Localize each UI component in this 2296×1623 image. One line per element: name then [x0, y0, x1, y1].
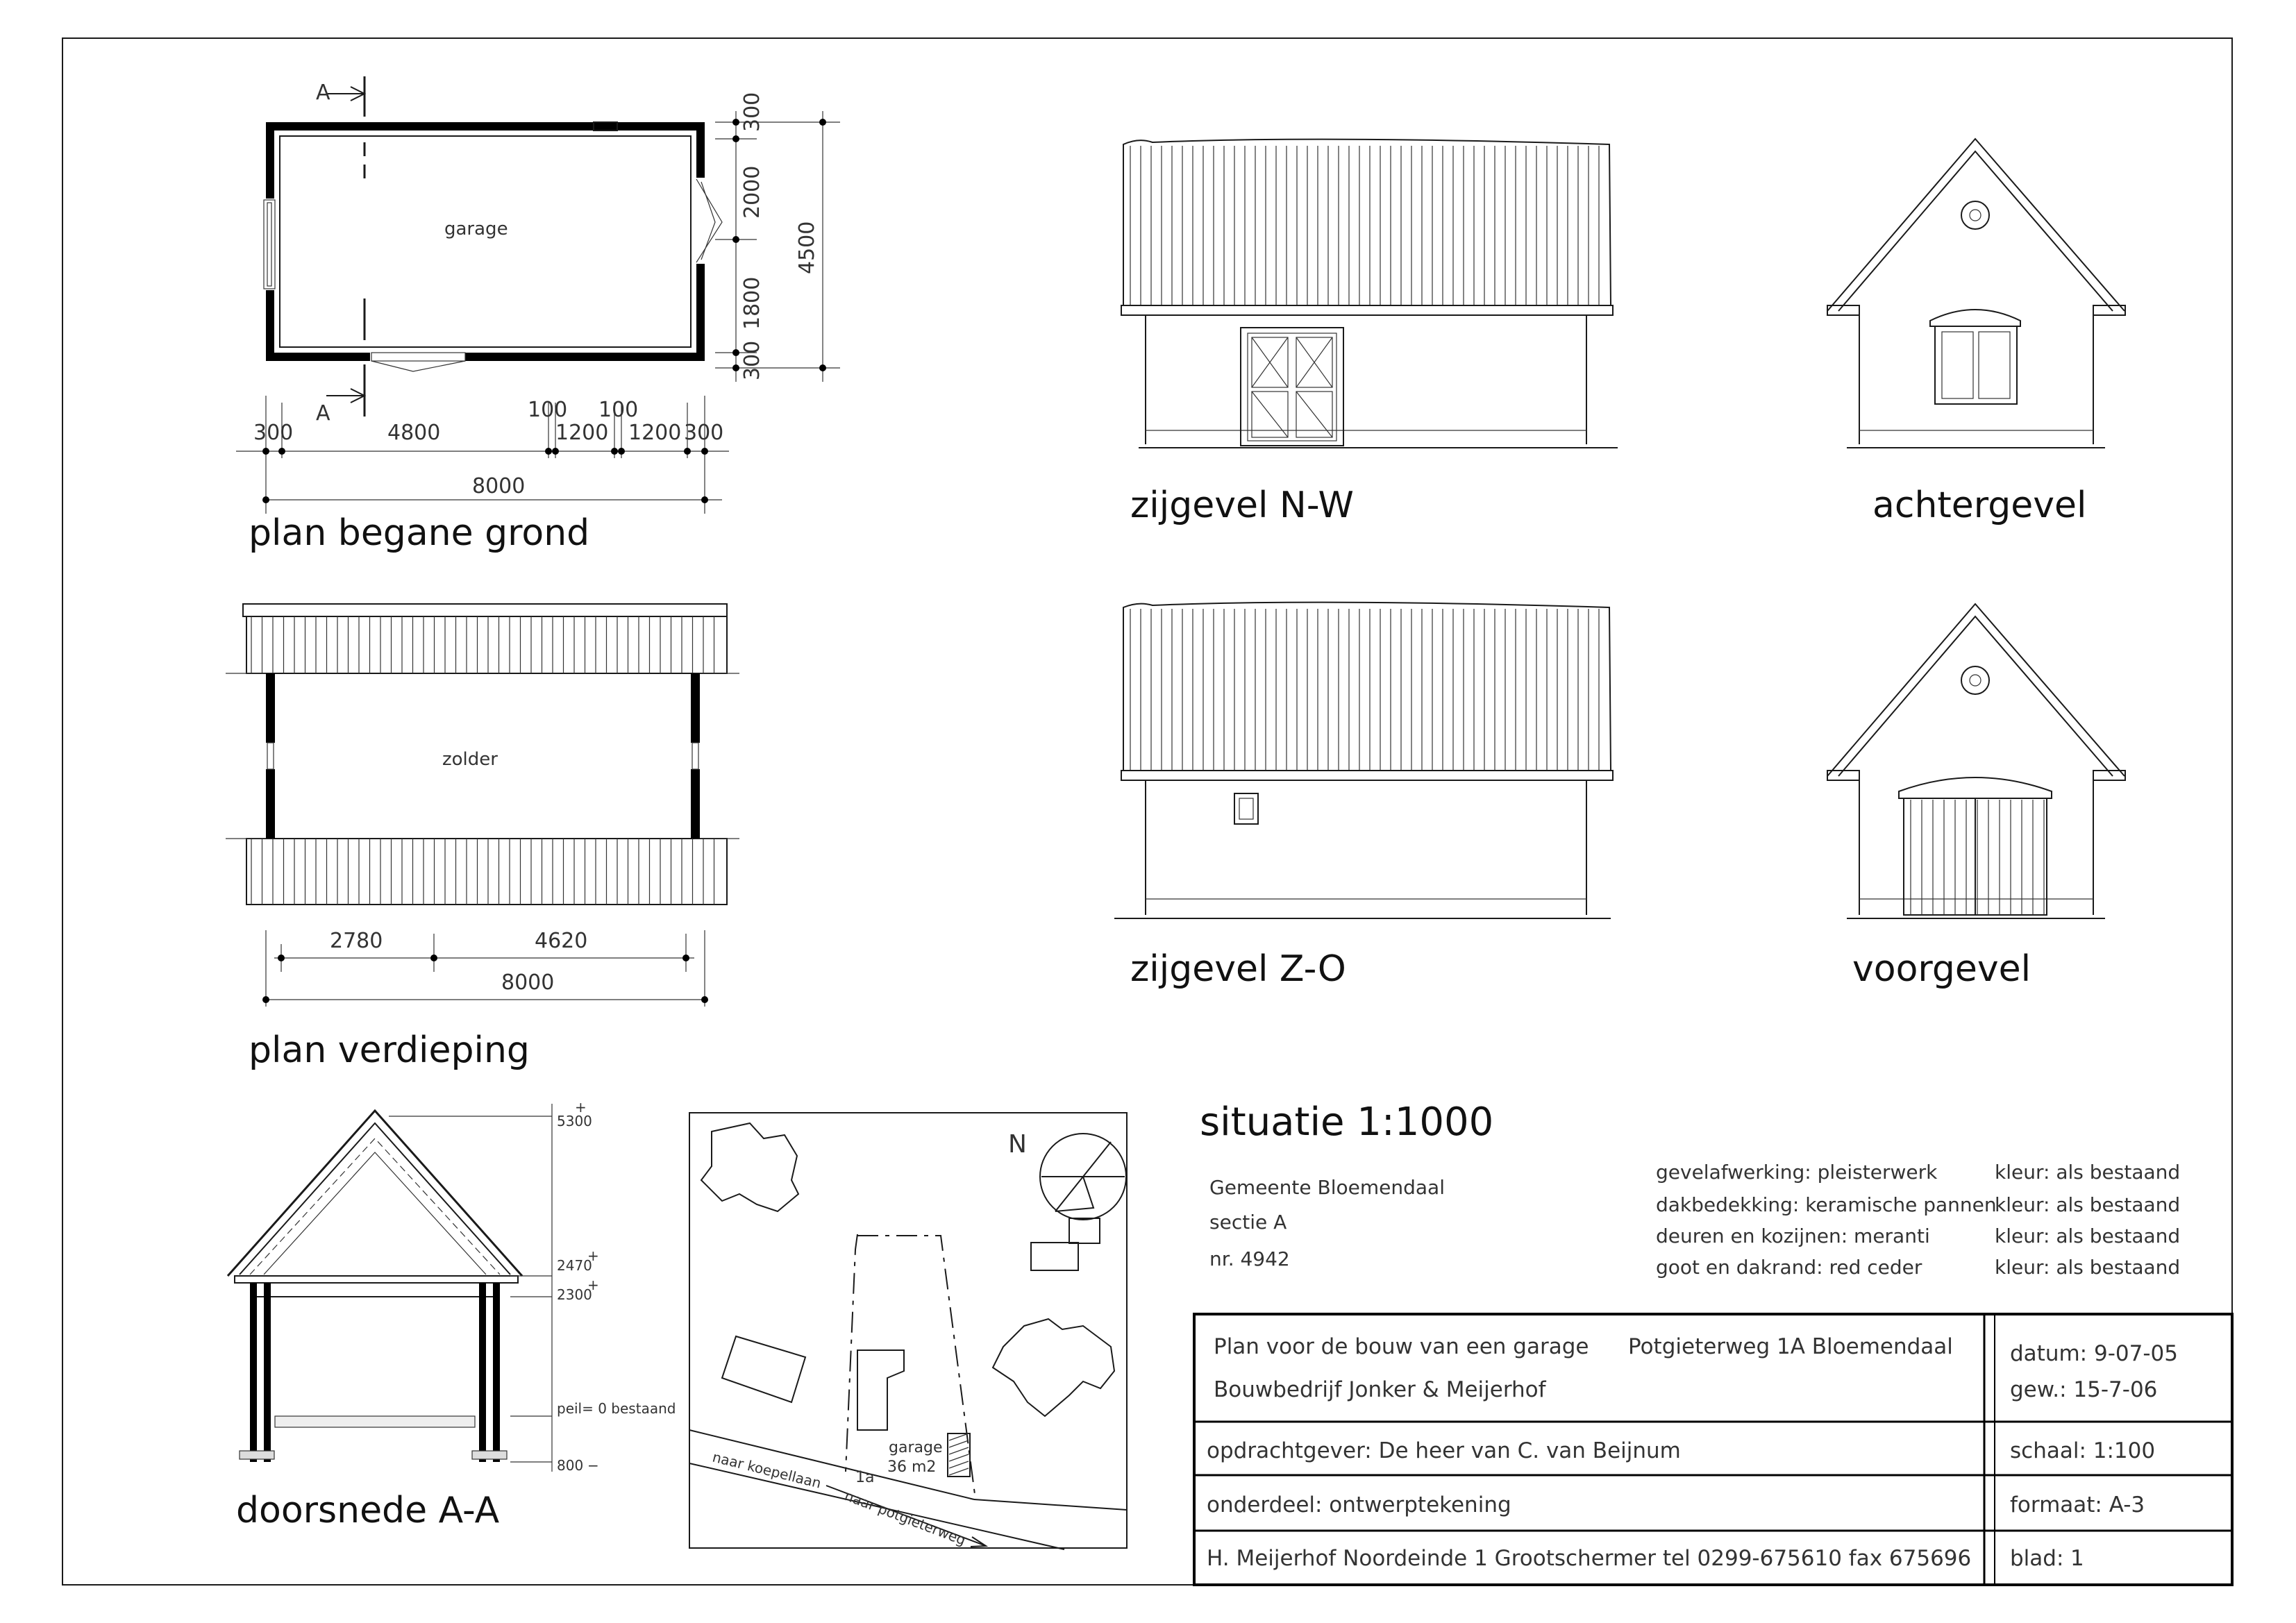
zijgevel-nw — [1121, 140, 1618, 526]
map-garage-area: 36 m2 — [887, 1458, 937, 1476]
level-2300-sign: + — [587, 1277, 599, 1293]
plan-verdieping — [226, 604, 739, 1071]
map-plot-number: 1a — [855, 1469, 875, 1486]
dim-1200-a: 1200 — [555, 421, 609, 445]
dim-100-b: 100 — [598, 398, 639, 422]
dim-8000-upper: 8000 — [501, 970, 555, 995]
material-item-2: dakbedekking: keramische pannen — [1656, 1193, 1997, 1216]
title-plan-verdieping: plan verdieping — [249, 1029, 530, 1071]
level-2470-sign: + — [587, 1247, 599, 1264]
level-5300-sign: + — [575, 1099, 587, 1116]
material-item-3: deuren en kozijnen: meranti — [1656, 1225, 1930, 1247]
material-color-2: kleur: als bestaand — [1995, 1193, 2181, 1216]
dim-300-left: 300 — [253, 421, 294, 445]
materials-list — [1656, 1161, 2180, 1279]
dim-4800: 4800 — [387, 421, 441, 445]
tb-builder: Bouwbedrijf Jonker & Meijerhof — [1214, 1377, 1546, 1402]
map-road-potgieterweg: naar potgieterweg — [842, 1487, 969, 1549]
tb-onderdeel: onderdeel: ontwerptekening — [1207, 1492, 1511, 1517]
material-color-3: kleur: als bestaand — [1995, 1225, 2181, 1247]
level-5300: 5300 — [557, 1113, 592, 1129]
tb-formaat: formaat: A-3 — [2010, 1492, 2145, 1517]
title-zijgevel-zo: zijgevel Z-O — [1130, 948, 1346, 990]
title-achtergevel: achtergevel — [1872, 485, 2087, 526]
section-mark-top: A — [316, 81, 330, 105]
level-800-sign: − — [587, 1457, 599, 1474]
dim-v-4500: 4500 — [795, 221, 819, 274]
dim-4620: 4620 — [535, 929, 588, 953]
tb-blad-label: blad: — [2010, 1546, 2064, 1571]
title-voorgevel: voorgevel — [1852, 948, 2031, 990]
material-color-1: kleur: als bestaand — [1995, 1161, 2181, 1184]
location-nr: nr. 4942 — [1209, 1247, 1290, 1270]
achtergevel — [1827, 139, 2125, 526]
level-peil: peil= 0 bestaand — [557, 1400, 676, 1417]
dim-v-1800: 1800 — [740, 276, 764, 330]
dim-v-300-top: 300 — [740, 92, 764, 132]
north-indicator: N — [1008, 1130, 1027, 1159]
material-item-1: gevelafwerking: pleisterwerk — [1656, 1161, 1938, 1184]
tb-schaal: schaal: 1:100 — [2010, 1438, 2156, 1463]
map-garage-label: garage — [889, 1439, 943, 1456]
dim-300-right: 300 — [684, 421, 724, 445]
level-2470: 2470 — [557, 1257, 592, 1274]
level-2300: 2300 — [557, 1286, 592, 1303]
title-plan-begane-grond: plan begane grond — [249, 512, 590, 554]
dim-v-300-bottom: 300 — [740, 340, 764, 380]
zijgevel-zo — [1114, 603, 1613, 990]
tb-maker: H. Meijerhof Noordeinde 1 Grootschermer tel 0299-675610 fax 675696 — [1207, 1546, 1972, 1571]
level-800: 800 — [557, 1457, 584, 1474]
room-label-garage: garage — [444, 219, 508, 239]
tb-datum: datum: 9-07-05 — [2010, 1341, 2178, 1366]
tb-gew: gew.: 15-7-06 — [2010, 1377, 2158, 1402]
title-doorsnede: doorsnede A-A — [236, 1490, 500, 1531]
dim-1200-b: 1200 — [628, 421, 682, 445]
section-mark-bottom: A — [316, 401, 330, 426]
tb-plan: Plan voor de bouw van een garage — [1214, 1334, 1589, 1359]
dim-100-a: 100 — [528, 398, 568, 422]
tb-opdrachtgever: opdrachtgever: De heer van C. van Beijnum — [1207, 1438, 1681, 1463]
room-label-zolder: zolder — [442, 749, 498, 770]
dim-8000-ground: 8000 — [472, 474, 526, 498]
tb-address: Potgieterweg 1A Bloemendaal — [1628, 1334, 1953, 1359]
tb-blad-value: 1 — [2070, 1546, 2084, 1571]
title-block — [1194, 1314, 2232, 1585]
title-zijgevel-nw: zijgevel N-W — [1130, 485, 1354, 526]
material-color-4: kleur: als bestaand — [1995, 1256, 2181, 1279]
situatie-map — [689, 1113, 1127, 1549]
dim-2780: 2780 — [330, 929, 383, 953]
location-sectie: sectie A — [1209, 1211, 1287, 1234]
voorgevel — [1827, 604, 2125, 990]
doorsnede-a-a — [228, 1099, 676, 1531]
map-road-koepellaan: naar koepellaan — [710, 1448, 823, 1492]
material-item-4: goot en dakrand: red ceder — [1656, 1256, 1922, 1279]
situatie-title: situatie 1:1000 — [1200, 1100, 1494, 1145]
dim-v-2000: 2000 — [740, 165, 764, 219]
plan-begane-grond — [236, 76, 840, 554]
location-gemeente: Gemeente Bloemendaal — [1209, 1176, 1445, 1199]
